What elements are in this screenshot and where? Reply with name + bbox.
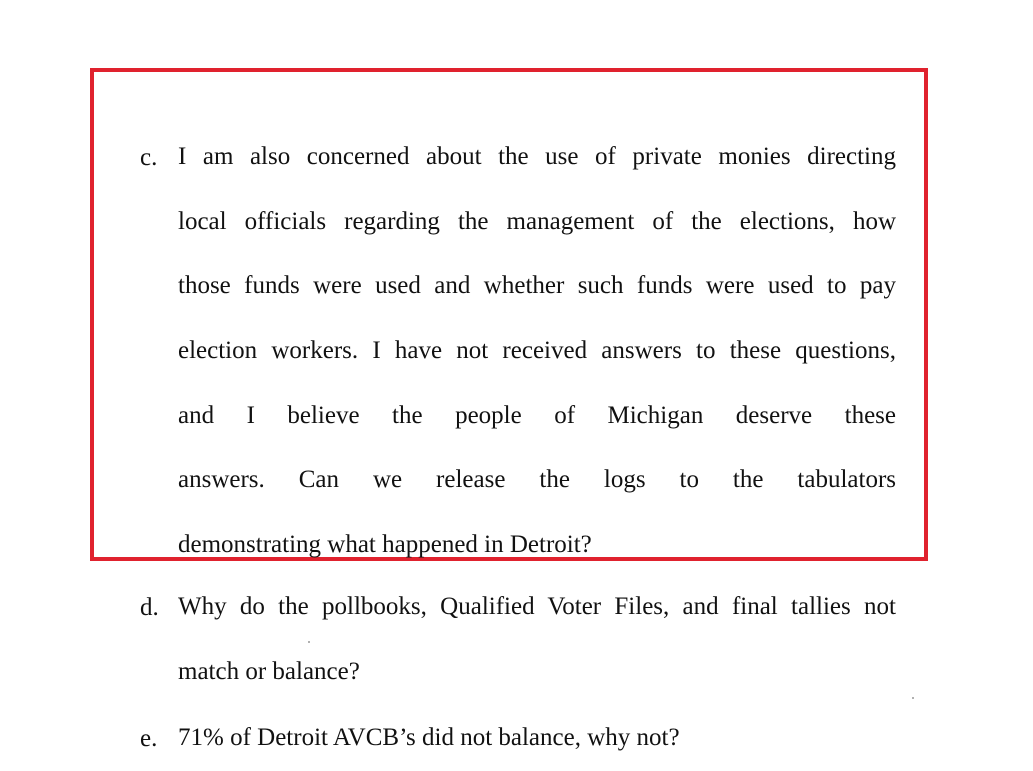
scan-speck	[308, 641, 310, 643]
text-line: I am also concerned about the use of private monies directing	[178, 143, 896, 170]
text-line: Why do the pollbooks, Qualified Voter Files, and final tallies not	[178, 593, 896, 620]
text-line: 71% of Detroit AVCB’s did not balance, why not?	[178, 724, 680, 751]
list-marker: d.	[140, 594, 159, 621]
scan-speck	[912, 697, 914, 699]
text-line: demonstrating what happened in Detroit?	[178, 531, 592, 558]
text-line: match or balance?	[178, 658, 360, 685]
text-line: local officials regarding the management of the elections, how	[178, 208, 896, 235]
text-line: election workers. I have not received answers to these questions,	[178, 337, 896, 364]
text-line: those funds were used and whether such funds were used to pay	[178, 272, 896, 299]
text-line: answers. Can we release the logs to the tabulators	[178, 466, 896, 493]
text-line: and I believe the people of Michigan deserve these	[178, 402, 896, 429]
list-marker: c.	[140, 144, 158, 171]
list-marker: e.	[140, 725, 158, 752]
